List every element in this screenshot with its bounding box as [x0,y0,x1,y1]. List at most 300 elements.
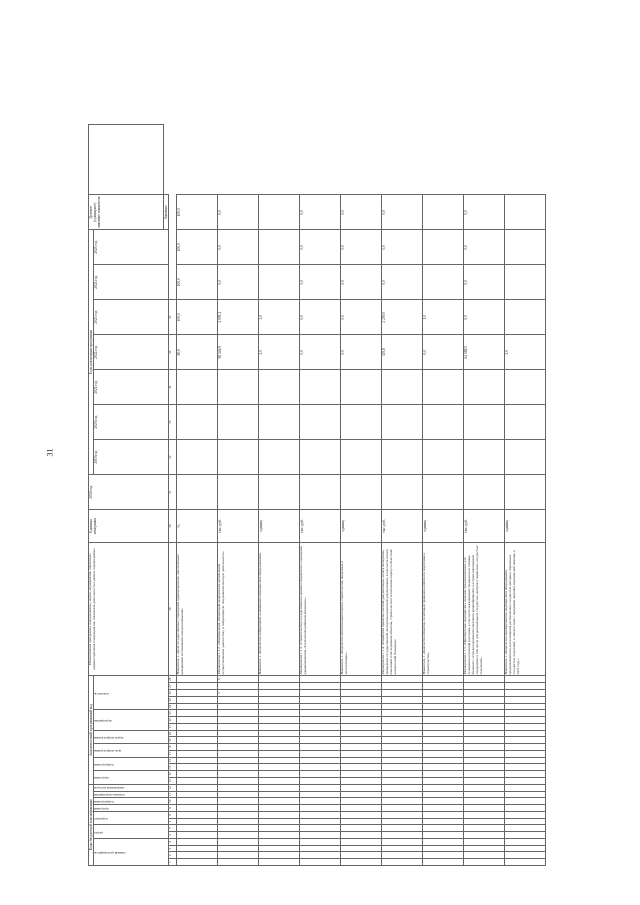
code-cell [505,777,546,784]
code-cell [423,710,464,717]
code-cell [423,703,464,710]
header-unit: Единица измерения [89,510,169,543]
code-cell [218,696,259,703]
code-cell [382,859,423,866]
row-value [464,405,505,440]
row-unit: единиц [505,510,546,543]
row-name: Показатель 1 «Доля государственных учреждений здравоохранения, обеспеченных резервными источниками электроснабжения» [177,542,218,675]
code-cell [218,832,259,839]
row-value [341,370,382,405]
code-cell: 2 [218,689,259,696]
row-value [505,230,546,265]
code-cell [464,710,505,717]
code-cell [259,777,300,784]
header-col_subprogram-label: подпрограмма [94,762,114,767]
code-cell [341,838,382,845]
code-cell [382,818,423,825]
code-cell [177,777,218,784]
code-cell [259,784,300,791]
code-cell [382,784,423,791]
row-unit: единиц [259,510,300,543]
row-value [341,475,382,510]
code-cell [218,859,259,866]
code-cell [464,811,505,818]
code-cell [464,757,505,764]
code-cell [218,798,259,805]
column-number: 6 [169,825,177,832]
code-cell [505,845,546,852]
row-name: Показатель 1 «Количество объектов капитального строительства, введенных в эксплуатацию» [341,542,382,675]
code-cell [382,805,423,812]
table-row [382,125,423,866]
code-cell [341,757,382,764]
header-col_subprogram [94,757,169,771]
row-value: 0,0 [464,230,505,265]
code-cell [177,730,218,737]
code-cell [382,689,423,696]
table-row [259,125,300,866]
code-cell [464,777,505,784]
header-col_direction-label: направление расходов [94,786,125,791]
code-cell [177,723,218,730]
column-number: 20 [169,730,177,737]
column-number: 2 [169,852,177,859]
code-cell [505,805,546,812]
row-value [218,475,259,510]
table-row [218,125,259,866]
code-cell [177,750,218,757]
code-cell [382,838,423,845]
code-cell [177,859,218,866]
code-cell [341,771,382,778]
code-cell [382,825,423,832]
code-cell [300,838,341,845]
code-cell [218,703,259,710]
column-number: 30 [169,510,177,543]
row-value [505,300,546,335]
code-cell [218,723,259,730]
code-cell [505,737,546,744]
code-cell [505,683,546,690]
code-cell [382,676,423,683]
code-cell [505,784,546,791]
column-number: 11 [169,791,177,798]
code-cell [177,805,218,812]
row-value: 0,0 [382,265,423,300]
code-cell [341,703,382,710]
code-cell [423,717,464,724]
code-cell [341,730,382,737]
code-cell [177,757,218,764]
code-cell [218,838,259,845]
header-col_subsection-label: подраздел [94,816,108,821]
code-cell [259,717,300,724]
column-number: 25 [169,696,177,703]
code-cell [218,717,259,724]
code-cell [341,832,382,839]
code-cell [382,723,423,730]
column-number: 22 [169,717,177,724]
code-cell [423,777,464,784]
code-cell [505,696,546,703]
code-cell [259,811,300,818]
row-name: Показатель 1 «Количество объектов, по которым проведены работы по подготовке к строительству» [423,542,464,675]
code-cell [300,737,341,744]
code-cell [218,818,259,825]
column-number: 9 [169,805,177,812]
row-value [382,405,423,440]
code-cell [464,845,505,852]
row-unit: тыс. руб. [464,510,505,543]
row-value: 100,0 [177,230,218,265]
code-cell [505,771,546,778]
code-cell [464,818,505,825]
row-value [177,405,218,440]
column-number: 24 [169,703,177,710]
row-name: Мероприятие 1.1.4. «Разработка проектно-сметной документации, оплата экспертизы, проведение государственной экспертизы проектной документации, в том числе оплата изысканий и обследования объектов, строительство госпитального корпуса областной клинической больницы» [382,542,423,675]
code-cell [300,689,341,696]
code-cell [423,798,464,805]
code-cell [382,791,423,798]
row-value: 5,0 [300,265,341,300]
code-cell [177,676,218,683]
header-classification: Коды бюджетной классификации [89,784,94,865]
header-col_event-label: мероприятие [94,718,112,723]
code-cell: 0 [218,676,259,683]
header-col_2025: 2025 год [94,230,169,265]
row-name: Мероприятие 1.1.3. «Строительство государственного краевого бюджетного учреждения здравоохранения «Туапсинская районная больница»» [300,542,341,675]
code-cell [177,784,218,791]
code-cell [259,838,300,845]
code-cell [423,730,464,737]
row-value [300,405,341,440]
code-cell [259,791,300,798]
code-cell [341,825,382,832]
code-cell [423,791,464,798]
column-number: 27 [169,683,177,690]
row-value: 0,0 [382,230,423,265]
code-cell [382,757,423,764]
code-cell [259,750,300,757]
row-value: 0,0 [300,230,341,265]
code-cell [341,811,382,818]
code-cell [423,845,464,852]
code-cell [464,683,505,690]
header-col_main_event-label: основное мероприятие [94,793,126,798]
code-cell [300,845,341,852]
code-cell [464,744,505,751]
code-cell [341,710,382,717]
row-value: 0,0 [423,335,464,370]
code-cell [505,710,546,717]
code-cell [382,852,423,859]
code-cell [382,798,423,805]
code-cell [464,771,505,778]
code-cell [300,764,341,771]
row-value [300,370,341,405]
code-cell [177,744,218,751]
code-cell [177,764,218,771]
row-value [300,440,341,475]
row-value [464,475,505,510]
header-col_2019: 2019 год [94,440,169,475]
code-cell [382,777,423,784]
code-cell [177,771,218,778]
code-cell [218,791,259,798]
code-cell [300,683,341,690]
row-value [423,405,464,440]
code-cell [218,771,259,778]
row-value: 0,0 [218,195,259,230]
row-value [177,440,218,475]
row-value [300,475,341,510]
code-cell [177,696,218,703]
code-cell [341,717,382,724]
code-cell [341,798,382,805]
code-cell [505,744,546,751]
code-cell [464,750,505,757]
code-cell [259,764,300,771]
code-cell [259,744,300,751]
code-cell [464,737,505,744]
row-value: 329,8 [382,335,423,370]
code-cell [300,757,341,764]
code-cell [464,696,505,703]
code-cell [300,852,341,859]
code-cell [382,737,423,744]
code-cell [505,689,546,696]
code-cell [423,859,464,866]
code-cell [423,852,464,859]
column-number: 18 [169,744,177,751]
code-cell [341,683,382,690]
code-cell [464,791,505,798]
table-row [177,125,218,866]
code-cell [505,798,546,805]
column-number: 29 [169,542,177,675]
code-cell [259,676,300,683]
code-cell [218,764,259,771]
row-value: 0,0 [300,300,341,335]
row-value [218,405,259,440]
row-unit: единиц [423,510,464,543]
row-value: 2,0 [259,335,300,370]
column-number: 26 [169,689,177,696]
column-number: 19 [169,737,177,744]
row-value: 0,0 [464,300,505,335]
code-cell [464,825,505,832]
code-cell [505,717,546,724]
row-value [382,440,423,475]
code-cell [341,744,382,751]
header-final: Целевое (суммарное) значение показателя [89,195,164,230]
code-cell [505,811,546,818]
row-value [464,440,505,475]
row-unit: единиц [341,510,382,543]
column-number: 17 [169,750,177,757]
code-cell [300,784,341,791]
code-cell [464,717,505,724]
code-cell [341,852,382,859]
code-cell [300,811,341,818]
code-cell [259,859,300,866]
code-cell [300,859,341,866]
row-name: Мероприятие 1.1.5. «Приобретение медицинских изделий, предназначенных для оснащения отделений (центров), в том числе оказывающих медицинскую помощь больным с острым нарушением мозгового кровообращения и острым коронарным синдромом, в том числе для региональных сосудистых центров и первичных сосудистых отделений» [464,542,505,675]
code-cell [341,845,382,852]
row-value [177,370,218,405]
code-cell [341,696,382,703]
column-number: 4 [169,838,177,845]
code-cell [341,791,382,798]
code-cell [423,723,464,730]
code-cell [382,750,423,757]
column-number: 23 [169,710,177,717]
code-cell [177,798,218,805]
code-cell [218,825,259,832]
code-cell [259,805,300,812]
program-table [88,124,546,866]
code-cell [177,791,218,798]
row-value [505,265,546,300]
code-cell [177,737,218,744]
code-cell [464,764,505,771]
code-cell [177,852,218,859]
code-cell [464,703,505,710]
row-value [259,475,300,510]
row-value: 0,0 [300,195,341,230]
column-number: 33 [169,405,177,440]
header-col_indicator-label: показатель [94,691,109,696]
code-cell [505,730,546,737]
code-cell [300,777,341,784]
row-name: Мероприятие 1.1.2. «Модернизация лабораторий медицинских организаций, осуществляющих диагностику и лабораторную, эпидемиологическую деятельность» [218,542,259,675]
column-number: 10 [169,798,177,805]
row-value: 0,0 [300,335,341,370]
code-cell [464,676,505,683]
code-cell [259,683,300,690]
header-col_task-label: задача подпрограммы [94,735,124,740]
column-number: 15 [169,764,177,771]
document-table-sheet [88,124,568,866]
row-value [423,370,464,405]
code-cell [423,757,464,764]
column-number: 28 [169,676,177,683]
row-value [341,405,382,440]
code-cell [382,811,423,818]
code-cell [259,852,300,859]
code-cell [177,811,218,818]
row-value [505,405,546,440]
code-cell [341,784,382,791]
code-cell [505,838,546,845]
code-cell [218,744,259,751]
code-cell [464,689,505,696]
row-value: 0,0 [341,265,382,300]
row-unit: тыс. руб. [218,510,259,543]
code-cell [423,764,464,771]
code-cell [259,703,300,710]
table-row [341,125,382,866]
header-col_admin [94,838,169,865]
row-name: Показатель 1 «Количество лабораторий, оснащенных медицинским оборудованием» [259,542,300,675]
column-number: 3 [169,845,177,852]
code-cell [382,832,423,839]
code-cell [300,676,341,683]
code-cell [259,832,300,839]
code-cell [177,703,218,710]
row-unit: % [177,510,218,543]
code-cell [300,730,341,737]
code-cell [259,689,300,696]
code-cell [423,771,464,778]
row-value [505,195,546,230]
code-cell [423,838,464,845]
row-value [382,475,423,510]
row-value [464,370,505,405]
row-value: 0,0 [382,195,423,230]
row-value: 0,0 [341,230,382,265]
code-cell [218,811,259,818]
row-unit: тыс. руб. [300,510,341,543]
code-cell [341,723,382,730]
header-col_subsection [94,811,169,825]
column-number: 36 [169,300,177,335]
row-value: 80,0 [177,335,218,370]
code-cell [505,703,546,710]
row-value [341,440,382,475]
header-col_2020: 2020 год [94,405,169,440]
code-cell [218,710,259,717]
code-cell [259,825,300,832]
code-cell [218,757,259,764]
row-value: 2,0 [505,335,546,370]
row-value [423,230,464,265]
header-col_program [94,771,169,785]
row-value [505,475,546,510]
column-number: 31 [169,475,177,510]
code-cell [423,676,464,683]
code-cell [464,730,505,737]
code-cell [341,750,382,757]
code-cell [177,710,218,717]
code-cell [464,832,505,839]
code-cell [505,791,546,798]
row-name: Показатель 1 «Количество приобретенного медицинского оборудования, предназначенного для оснащения региональных сосудистых центров и первичных сосудистых отделений, в соответствии с порядками оказания медицинской помощи, в 2021 году» [505,542,546,675]
code-cell [341,859,382,866]
code-cell [177,689,218,696]
code-cell [382,730,423,737]
code-cell [464,852,505,859]
header-col_2023: 2023 год [94,300,169,335]
row-value [218,370,259,405]
code-cell [300,791,341,798]
row-value [423,475,464,510]
code-cell [218,683,259,690]
code-cell [300,805,341,812]
code-cell [218,805,259,812]
code-cell [177,845,218,852]
header-analytic: Аналитический программный код [89,676,94,784]
row-value: 100,0 [177,195,218,230]
code-cell [259,730,300,737]
code-cell [259,757,300,764]
row-value: 0,0 [218,265,259,300]
row-value: 0,0 [464,195,505,230]
code-cell [218,750,259,757]
header-col_prog [94,805,169,812]
row-value [259,230,300,265]
column-number: 16 [169,757,177,764]
